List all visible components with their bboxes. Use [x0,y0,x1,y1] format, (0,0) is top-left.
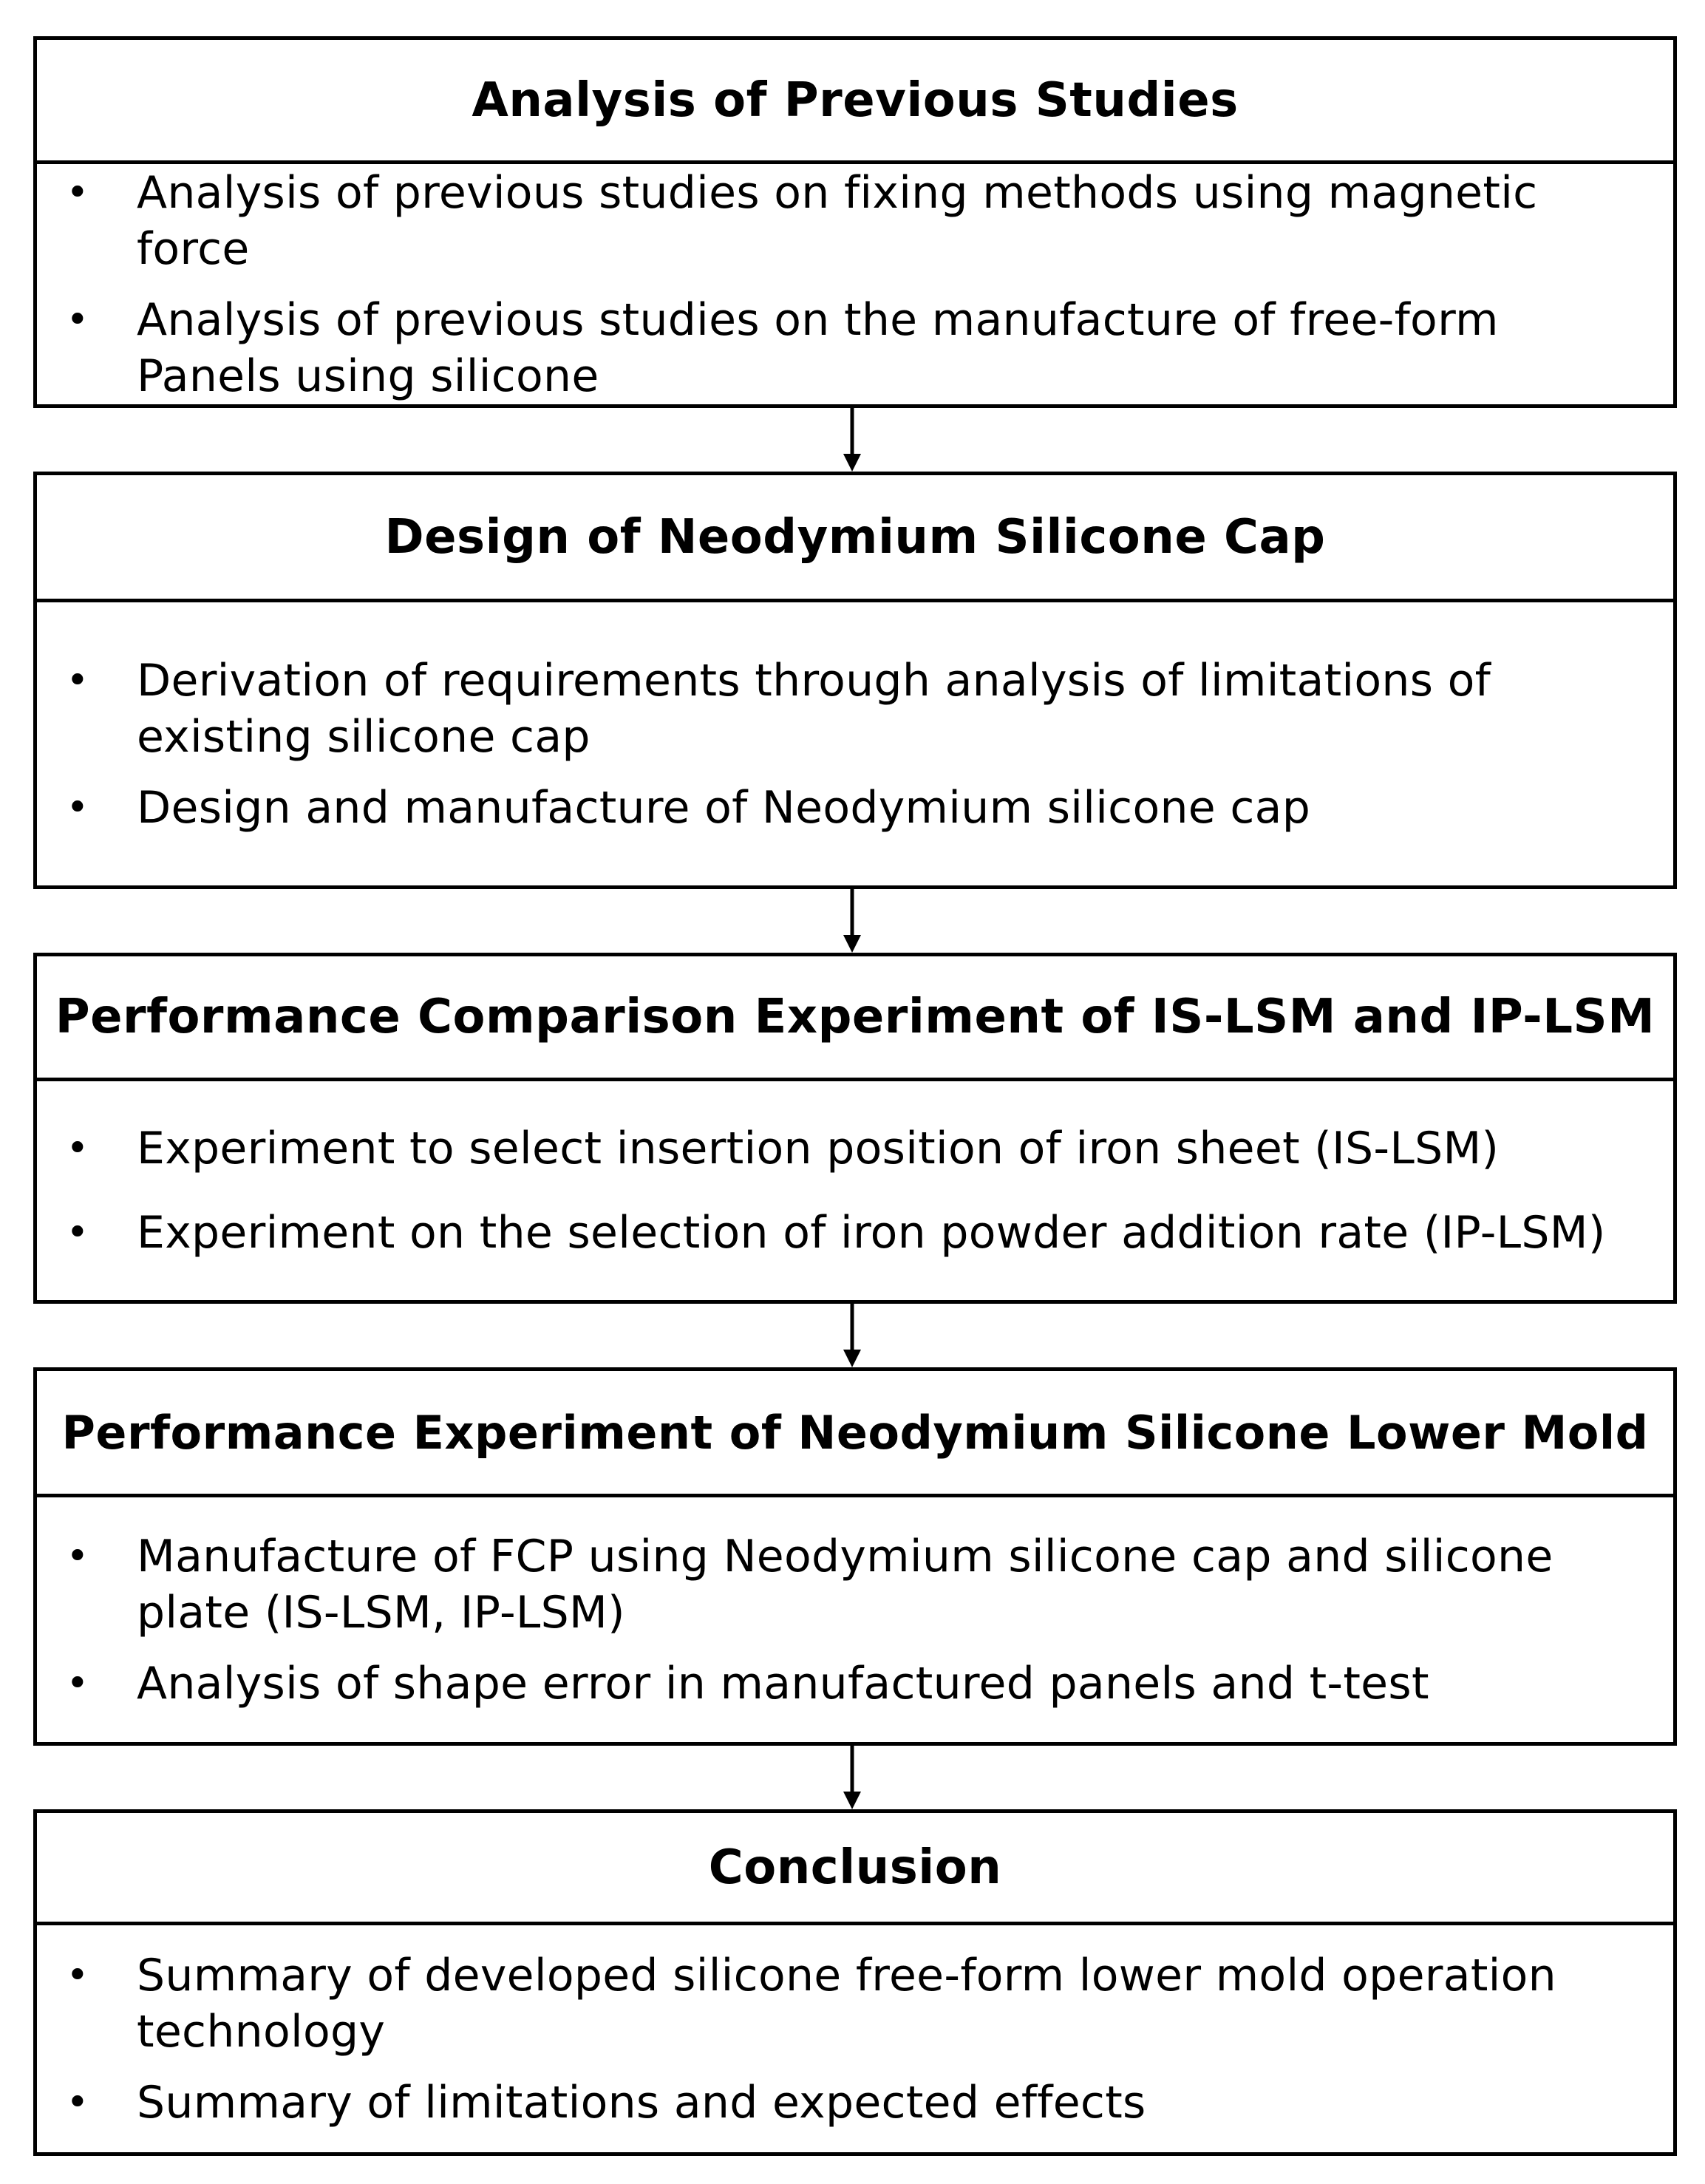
bullet-icon: • [66,785,89,830]
step-body [37,602,1673,885]
list-item [66,1205,1644,1261]
step-title: Performance Comparison Experiment of IS-LSM and IP-LSM [37,956,1673,1081]
step-body [37,164,1673,404]
step-box-lower-mold-experiment [33,1367,1677,1746]
list-item [66,165,1644,277]
step-body [37,1081,1673,1300]
arrow-down-icon [843,889,861,953]
list-item [66,1656,1644,1712]
bullet-icon: • [66,170,89,215]
list-item [66,2075,1644,2131]
list-item-text: Experiment on the selection of iron powder addition rate (IP-LSM) [137,1207,1606,1259]
arrow-down-icon [843,1746,861,1809]
list-item-text: Analysis of shape error in manufactured panels and t-test [137,1657,1429,1710]
list-item-text: Summary of limitations and expected effects [137,2076,1146,2129]
list-item-text: Analysis of previous studies on the manufacture of free-form Panels using silicone [137,293,1499,402]
bullet-icon: • [66,1211,89,1255]
bullet-icon: • [66,658,89,703]
step-title: Conclusion [37,1813,1673,1925]
list-item [66,1528,1644,1641]
list-item [66,653,1644,765]
arrow-down-icon [843,1304,861,1367]
list-item [66,1120,1644,1177]
step-box-comparison-experiment [33,953,1677,1304]
bullet-icon: • [66,1126,89,1171]
bullet-icon: • [66,1661,89,1706]
list-item-text: Derivation of requirements through analysis of limitations of existing silicone cap [137,654,1491,763]
list-item [66,780,1644,836]
list-item-text: Experiment to select insertion position of iron sheet (IS-LSM) [137,1123,1500,1174]
bullet-icon: • [66,1534,89,1579]
step-box-analysis-previous-studies [33,36,1677,408]
list-item-text: Summary of developed silicone free-form lower mold operation technology [137,1949,1556,2058]
list-item [66,292,1644,404]
arrow-down-icon [843,408,861,472]
bullet-icon: • [66,297,89,342]
list-item-text: Analysis of previous studies on fixing methods using magnetic force [137,166,1538,275]
step-body [37,1497,1673,1742]
step-box-conclusion [33,1809,1677,2156]
list-item [66,1947,1644,2060]
bullet-icon: • [66,2080,89,2125]
step-title: Design of Neodymium Silicone Cap [37,475,1673,602]
step-title: Performance Experiment of Neodymium Silicone Lower Mold [37,1371,1673,1497]
step-box-design-cap [33,472,1677,889]
list-item-text: Design and manufacture of Neodymium silicone cap [137,781,1311,834]
bullet-icon: • [66,1953,89,1998]
step-title: Analysis of Previous Studies [37,40,1673,164]
step-body [37,1925,1673,2152]
list-item-text: Manufacture of FCP using Neodymium silicone cap and silicone plate (IS-LSM, IP-LSM) [137,1530,1553,1639]
